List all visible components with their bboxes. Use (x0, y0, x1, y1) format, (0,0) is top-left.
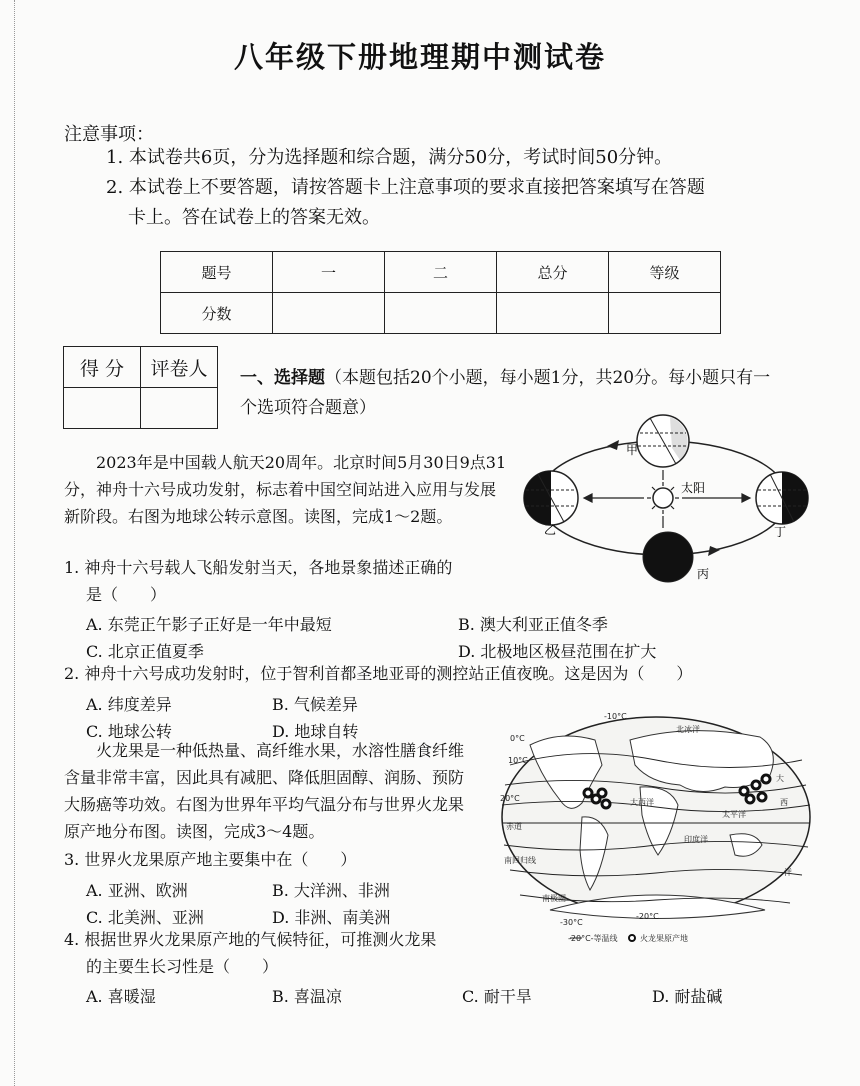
q1-option-b[interactable]: B. 澳大利亚正值冬季 (458, 615, 608, 634)
label-sun: 太阳 (681, 481, 706, 495)
question-3: 3. 世界火龙果原产地主要集中在（ ） (64, 850, 357, 869)
question-1-stem: 1. 神舟十六号载人飞船发射当天，各地景象描述正确的 (64, 558, 453, 577)
passage-1: 2023年是中国载人航天20周年。北京时间5月30日9点31分，神舟十六号成功发射，标志着中国空间站进入应用与发展新阶段。右图为地球公转示意图。读图，完成1～2题。 (64, 453, 507, 526)
map-legend (568, 933, 688, 943)
score-row-label: 分数 (161, 293, 273, 334)
page-title: 八年级下册地理期中测试卷 (233, 40, 606, 74)
score-header-cell: 一 (273, 252, 385, 293)
question-4-stem-cont: 的主要生长习性是（ ） (86, 957, 279, 976)
q1-option-d[interactable]: D. 北极地区极昼范围在扩大 (458, 642, 657, 661)
label-ding: 丁 (774, 525, 787, 539)
label-yi: 乙 (544, 523, 557, 537)
binding-margin-line (14, 0, 16, 1086)
label-atlantic: 大西洋 (630, 798, 654, 807)
q1-option-a[interactable]: A. 东莞正午影子正好是一年中最短 (86, 615, 332, 634)
q2-option-c[interactable]: C. 地球公转 (86, 722, 172, 741)
label-jia: 甲 (626, 443, 639, 457)
q2-option-b[interactable]: B. 气候差异 (272, 695, 358, 714)
earth-ding (756, 472, 808, 524)
q3-option-a[interactable]: A. 亚洲、欧洲 (86, 881, 188, 900)
notice-heading: 注意事项： (64, 124, 154, 145)
legend-isotherm: -20°C-等温线 (568, 934, 618, 943)
earth-yi (524, 471, 578, 525)
earth-orbit-diagram (522, 408, 812, 586)
score-header-cell: 总分 (497, 252, 609, 293)
question-1 (64, 554, 514, 608)
score-cell[interactable] (385, 293, 497, 334)
score-entry-cell[interactable] (64, 388, 141, 429)
notice-item-1: 1. 本试卷共6页，分为选择题和综合题，满分50分，考试时间50分钟。 (106, 147, 673, 168)
q3-option-d[interactable]: D. 非洲、南美洲 (272, 908, 391, 927)
score-cell[interactable] (273, 293, 385, 334)
score-cell[interactable] (609, 293, 721, 334)
label-tropic-capricorn: 南回归线 (504, 856, 536, 865)
legend-origin: 火龙果原产地 (640, 934, 688, 943)
label-bing: 丙 (697, 567, 710, 581)
label-xi: 西 (780, 798, 788, 807)
score-table (160, 251, 721, 334)
q4-option-a[interactable]: A. 喜暖湿 (86, 987, 156, 1006)
label-arctic-ocean: 北冰洋 (676, 725, 700, 734)
label-indian-ocean: 印度洋 (684, 835, 708, 844)
q4-option-c[interactable]: C. 耐干旱 (462, 987, 532, 1006)
score-table-header-row (161, 252, 721, 293)
isotherm-label: 20°C (500, 794, 520, 803)
label-equator: 赤道 (506, 822, 522, 831)
question-4 (64, 926, 494, 980)
q3-option-b[interactable]: B. 大洋洲、非洲 (272, 881, 390, 900)
q1-option-c[interactable]: C. 北京正值夏季 (86, 642, 204, 661)
question-2: 2. 神舟十六号成功发射时，位于智利首都圣地亚哥的测控站正值夜晚。这是因为（ ） (64, 664, 693, 683)
score-table-score-row (161, 293, 721, 334)
world-isotherm-map (490, 705, 822, 949)
question-1-stem-cont: 是（ ） (86, 585, 167, 604)
earth-bing (643, 532, 693, 582)
notice-item-2-line-2: 卡上。答在试卷上的答案无效。 (128, 207, 380, 228)
score-label: 得 分 (64, 347, 141, 388)
notice-item-2 (106, 173, 818, 233)
section-description: （本题包括20个小题，每小题1分，共20分。每小题只有一 (325, 368, 771, 388)
earth-jia (637, 415, 689, 467)
score-header-cell: 等级 (609, 252, 721, 293)
label-pacific: 太平洋 (722, 810, 746, 819)
score-header-cell: 题号 (161, 252, 273, 293)
q2-option-d[interactable]: D. 地球自转 (272, 722, 359, 741)
label-da: 大 (776, 774, 784, 783)
label-antarctic-circle: 南极圈 (542, 894, 566, 903)
question-4-stem: 4. 根据世界火龙果原产地的气候特征，可推测火龙果 (64, 930, 437, 949)
isotherm-label: 0°C (510, 734, 525, 743)
score-cell[interactable] (497, 293, 609, 334)
sun-icon (647, 482, 679, 514)
grader-entry-cell[interactable] (141, 388, 218, 429)
section-name: 一、选择题 (240, 368, 325, 388)
orbit-arrow (607, 440, 619, 450)
q3-option-c[interactable]: C. 北美洲、亚洲 (86, 908, 204, 927)
isotherm-label: -20°C (636, 912, 659, 921)
q4-option-d[interactable]: D. 耐盐碱 (652, 987, 723, 1006)
q4-option-b[interactable]: B. 喜温凉 (272, 987, 342, 1006)
label-yang: 洋 (784, 868, 792, 877)
grader-box (63, 346, 218, 429)
passage-2: 火龙果是一种低热量、高纤维水果，水溶性膳食纤维含量非常丰富，因此具有减肥、降低胆固醇、润肠、预防大肠癌等功效。右图为世界年平均气温分布与世界火龙果原产地分布图。读图，完成3～4题。 (64, 741, 465, 841)
score-header-cell: 二 (385, 252, 497, 293)
q2-option-a[interactable]: A. 纬度差异 (86, 695, 172, 714)
orbit-arrow (708, 546, 720, 556)
isotherm-label: -30°C (560, 918, 583, 927)
section-description-cont: 个选项符合题意） (240, 398, 376, 418)
grader-label: 评卷人 (141, 347, 218, 388)
isotherm-label: 10°C (508, 756, 528, 765)
notice-item-2-line-1: 2. 本试卷上不要答题，请按答题卡上注意事项的要求直接把答案填写在答题 (106, 177, 705, 198)
isotherm-label: -10°C (604, 712, 627, 721)
